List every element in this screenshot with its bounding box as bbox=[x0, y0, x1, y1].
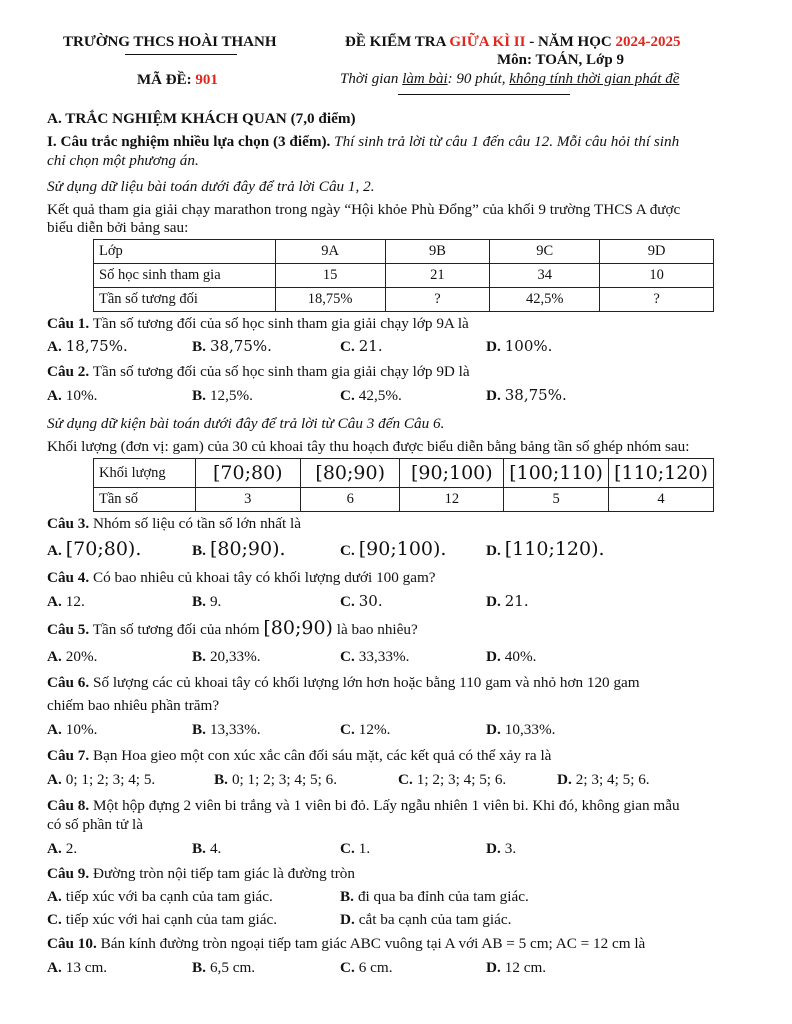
q6-option-a: A. 10%. bbox=[47, 721, 98, 738]
q3-option-a: A. [70;80). bbox=[47, 538, 142, 560]
q10-option-d: D. 12 cm. bbox=[486, 959, 547, 976]
potato-weight-table bbox=[93, 458, 714, 512]
q9-option-a: A. tiếp xúc với ba cạnh của tam giác. bbox=[47, 888, 273, 905]
table-cell: 9B bbox=[385, 240, 490, 264]
table-cell: 42,5% bbox=[490, 288, 600, 312]
use-data-note-2: Sử dụng dữ kiện bài toán dưới đây để trả lời từ Câu 3 đến Câu 6. bbox=[47, 415, 445, 432]
table-cell: [90;100) bbox=[400, 459, 504, 488]
table-row bbox=[94, 240, 714, 264]
q6-option-c: C. 12%. bbox=[340, 721, 391, 738]
question-6: Câu 6. Số lượng các củ khoai tây có khối lượng lớn hơn hoặc bằng 110 gam và nhỏ hơn 120 gam bbox=[47, 674, 640, 691]
question-3: Câu 3. Nhóm số liệu có tần số lớn nhất là bbox=[47, 515, 301, 532]
table-row bbox=[94, 264, 714, 288]
question-5: Câu 5. Tần số tương đối của nhóm [80;90) là bao nhiêu? bbox=[47, 617, 418, 639]
question-4: Câu 4. Có bao nhiêu củ khoai tây có khối lượng dưới 100 gam? bbox=[47, 569, 436, 586]
q9-option-d: D. cắt ba cạnh của tam giác. bbox=[340, 911, 512, 928]
table-cell: 6 bbox=[300, 488, 400, 512]
q7-option-d: D. 2; 3; 4; 5; 6. bbox=[557, 771, 650, 788]
q8-option-d: D. 3. bbox=[486, 840, 517, 857]
table-cell: 9C bbox=[490, 240, 600, 264]
table-row bbox=[94, 288, 714, 312]
time-underline bbox=[398, 94, 570, 95]
q6-option-b: B. 13,33%. bbox=[192, 721, 261, 738]
q9-option-c: C. tiếp xúc với hai cạnh của tam giác. bbox=[47, 911, 278, 928]
table-cell: [80;90) bbox=[300, 459, 400, 488]
question-10: Câu 10. Bán kính đường tròn ngoại tiếp tam giác ABC vuông tại A với AB = 5 cm; AC = 12 cm là bbox=[47, 935, 646, 952]
part1-line2: chỉ chọn một phương án. bbox=[47, 152, 199, 169]
table-cell: Lớp bbox=[94, 240, 276, 264]
table-cell: Khối lượng bbox=[94, 459, 196, 488]
table-cell: 5 bbox=[504, 488, 609, 512]
q5-option-b: B. 20,33%. bbox=[192, 648, 261, 665]
q2-option-d: D. 38,75%. bbox=[486, 386, 567, 404]
q4-option-b: B. 9. bbox=[192, 593, 222, 610]
q4-option-d: D. 21. bbox=[486, 592, 529, 610]
table-cell: 4 bbox=[608, 488, 713, 512]
q2-option-b: B. 12,5%. bbox=[192, 387, 253, 404]
q5-option-d: D. 40%. bbox=[486, 648, 537, 665]
question-8-line2: có số phần tử là bbox=[47, 816, 143, 833]
question-6-line2: chiếm bao nhiêu phần trăm? bbox=[47, 697, 220, 714]
table-cell: 9A bbox=[275, 240, 385, 264]
question-7: Câu 7. Bạn Hoa gieo một con xúc xắc cân đối sáu mặt, các kết quả có thể xảy ra là bbox=[47, 747, 552, 764]
table-cell: [70;80) bbox=[195, 459, 300, 488]
table-cell: 18,75% bbox=[275, 288, 385, 312]
question-2: Câu 2. Tần số tương đối của số học sinh tham gia giải chạy lớp 9D là bbox=[47, 363, 470, 380]
table-cell: 15 bbox=[275, 264, 385, 288]
q4-option-c: C. 30. bbox=[340, 592, 383, 610]
table-cell: 21 bbox=[385, 264, 490, 288]
table-cell: 34 bbox=[490, 264, 600, 288]
table-cell: 9D bbox=[600, 240, 714, 264]
q3-option-c: C. [90;100). bbox=[340, 538, 447, 560]
section-a-title: A. TRẮC NGHIỆM KHÁCH QUAN (7,0 điểm) bbox=[47, 110, 356, 127]
q2-option-a: A. 10%. bbox=[47, 387, 98, 404]
table-cell: 10 bbox=[600, 264, 714, 288]
intro2: Khối lượng (đơn vị: gam) của 30 củ khoai tây thu hoạch được biểu diễn bằng bảng tần số ghép nhóm sau: bbox=[47, 438, 690, 455]
q8-option-b: B. 4. bbox=[192, 840, 222, 857]
q8-option-a: A. 2. bbox=[47, 840, 78, 857]
q9-option-b: B. đi qua ba đỉnh của tam giác. bbox=[340, 888, 529, 905]
marathon-table bbox=[93, 239, 714, 312]
school-name: TRƯỜNG THCS HOÀI THANH bbox=[63, 34, 277, 50]
q3-option-d: D. [110;120). bbox=[486, 538, 605, 560]
q4-option-a: A. 12. bbox=[47, 593, 85, 610]
q5-option-a: A. 20%. bbox=[47, 648, 98, 665]
table-cell: ? bbox=[600, 288, 714, 312]
q7-option-b: B. 0; 1; 2; 3; 4; 5; 6. bbox=[214, 771, 337, 788]
table-row bbox=[94, 488, 714, 512]
subject: Môn: TOÁN, Lớp 9 bbox=[497, 52, 624, 68]
intro1-line2: biểu diễn bởi bảng sau: bbox=[47, 219, 189, 236]
q3-option-b: B. [80;90). bbox=[192, 538, 286, 560]
exam-title: ĐỀ KIỂM TRA GIỮA KÌ II - NĂM HỌC 2024-2025 bbox=[345, 34, 681, 50]
q1-option-d: D. 100%. bbox=[486, 337, 553, 355]
q10-option-b: B. 6,5 cm. bbox=[192, 959, 256, 976]
table-cell: Số học sinh tham gia bbox=[94, 264, 276, 288]
school-underline bbox=[125, 54, 237, 55]
table-cell: [100;110) bbox=[504, 459, 609, 488]
use-data-note-1: Sử dụng dữ liệu bài toán dưới đây để trả lời Câu 1, 2. bbox=[47, 178, 375, 195]
part1-line1: I. Câu trắc nghiệm nhiều lựa chọn (3 điểm). Thí sinh trả lời từ câu 1 đến câu 12. Mỗi câu hỏi thí sinh bbox=[47, 133, 680, 150]
table-cell: 3 bbox=[195, 488, 300, 512]
table-cell: Tần số bbox=[94, 488, 196, 512]
q1-option-b: B. 38,75%. bbox=[192, 337, 272, 355]
q8-option-c: C. 1. bbox=[340, 840, 371, 857]
table-row bbox=[94, 459, 714, 488]
q1-option-a: A. 18,75%. bbox=[47, 337, 128, 355]
q1-option-c: C. 21. bbox=[340, 337, 383, 355]
question-1: Câu 1. Tần số tương đối của số học sinh tham gia giải chạy lớp 9A là bbox=[47, 315, 469, 332]
table-cell: Tần số tương đối bbox=[94, 288, 276, 312]
table-cell: [110;120) bbox=[608, 459, 713, 488]
q2-option-c: C. 42,5%. bbox=[340, 387, 402, 404]
q10-option-c: C. 6 cm. bbox=[340, 959, 393, 976]
exam-time: Thời gian làm bài: 90 phút, không tính thời gian phát đề bbox=[340, 71, 680, 87]
q7-option-c: C. 1; 2; 3; 4; 5; 6. bbox=[398, 771, 507, 788]
q6-option-d: D. 10,33%. bbox=[486, 721, 556, 738]
question-9: Câu 9. Đường tròn nội tiếp tam giác là đường tròn bbox=[47, 865, 355, 882]
q7-option-a: A. 0; 1; 2; 3; 4; 5. bbox=[47, 771, 156, 788]
exam-code: MÃ ĐỀ: 901 bbox=[137, 72, 218, 88]
question-8: Câu 8. Một hộp đựng 2 viên bi trắng và 1 viên bi đỏ. Lấy ngẫu nhiên 1 viên bi. Khi đó, không gian mẫu bbox=[47, 797, 680, 814]
q5-option-c: C. 33,33%. bbox=[340, 648, 410, 665]
q10-option-a: A. 13 cm. bbox=[47, 959, 108, 976]
intro1-line1: Kết quả tham gia giải chạy marathon trong ngày “Hội khỏe Phù Đổng” của khối 9 trường THCS A được bbox=[47, 201, 681, 218]
table-cell: ? bbox=[385, 288, 490, 312]
table-cell: 12 bbox=[400, 488, 504, 512]
